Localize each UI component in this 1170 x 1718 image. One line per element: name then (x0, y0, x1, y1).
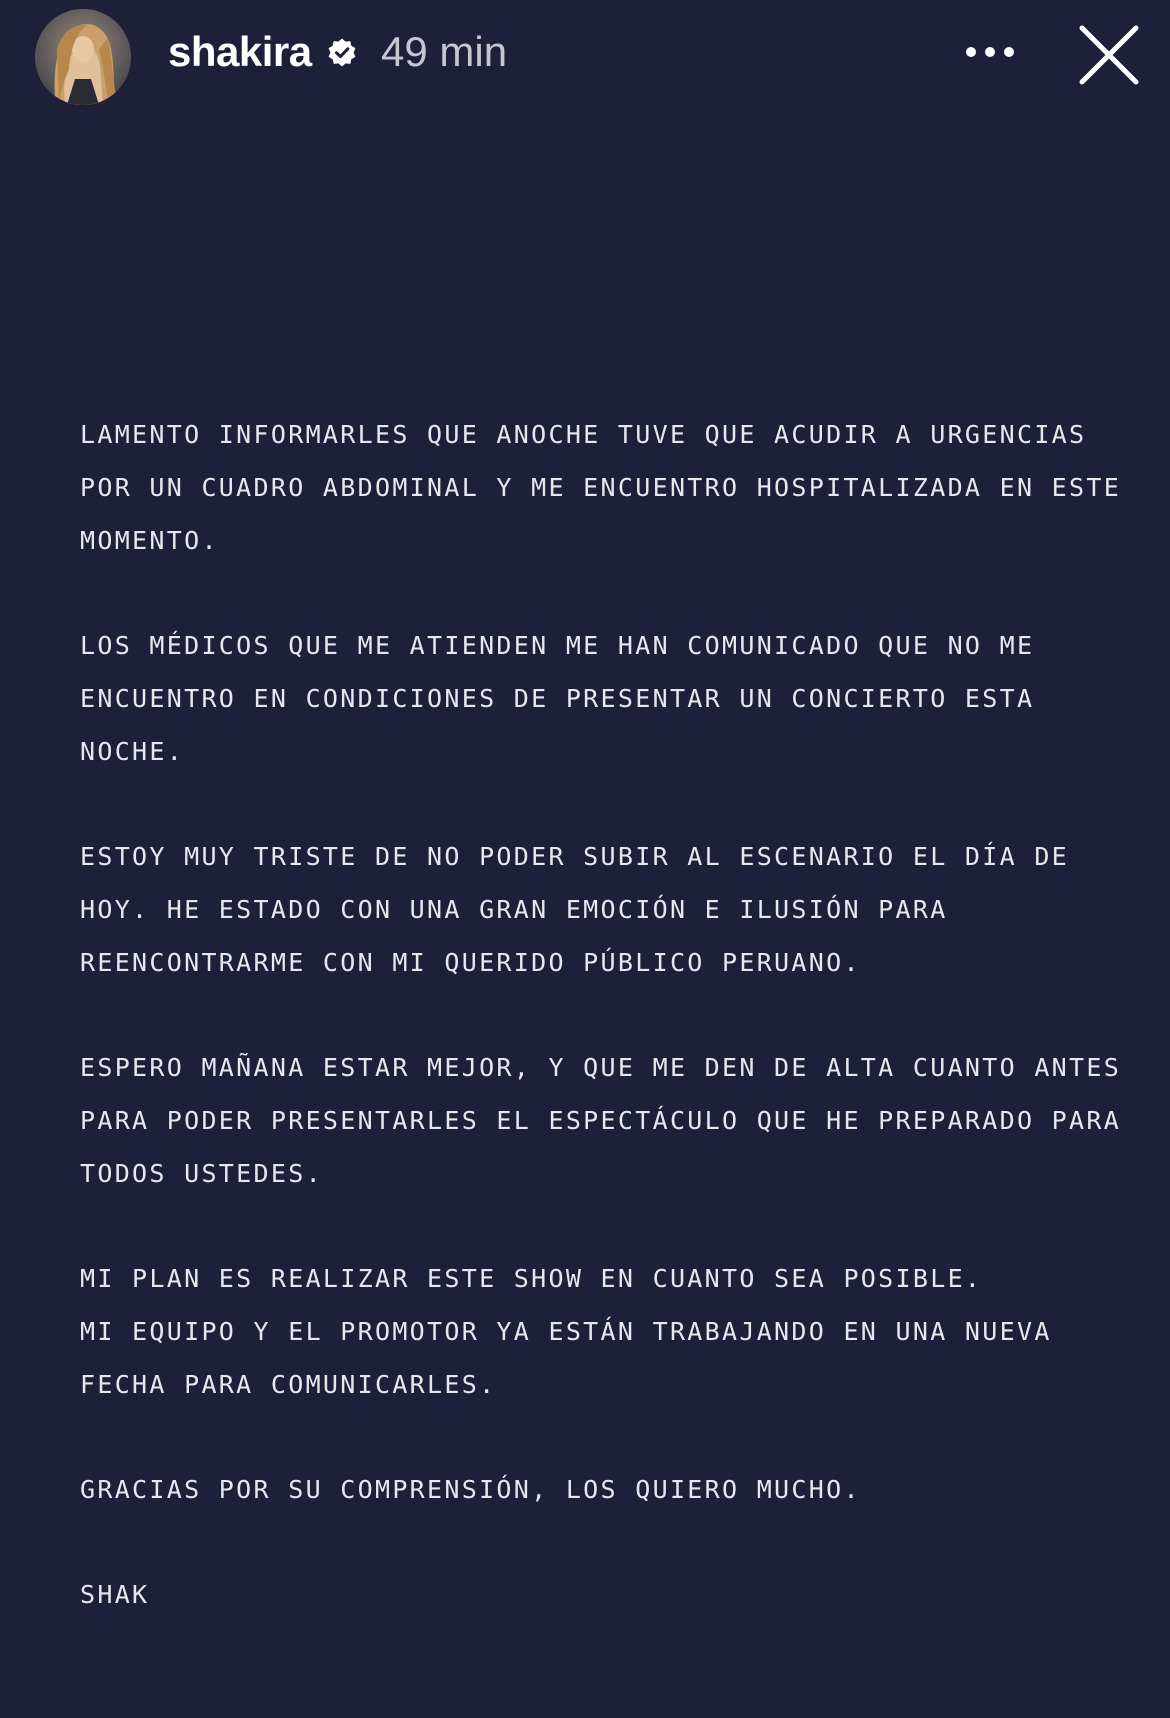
avatar-image (35, 9, 131, 105)
more-options-icon (955, 28, 1025, 76)
message-paragraph: ESTOY MUY TRISTE DE NO PODER SUBIR AL ESCENARIO EL DÍA DE HOY. HE ESTADO CON UNA GRAN EMOCIÓN E ILUSIÓN PARA REENCONTRARME CON MI QUERIDO PÚBLICO PERUANO. (80, 842, 1070, 977)
story-header (0, 0, 1170, 110)
message-signature: SHAK (80, 1580, 150, 1609)
username[interactable]: shakira (168, 28, 312, 75)
avatar[interactable] (35, 9, 131, 105)
message-paragraph: ESPERO MAÑANA ESTAR MEJOR, Y QUE ME DEN DE ALTA CUANTO ANTES PARA PODER PRESENTARLES EL ESPECTÁCULO QUE HE PREPARADO PARA TODOS USTEDES. (80, 1053, 1122, 1188)
message-paragraph: MI PLAN ES REALIZAR ESTE SHOW EN CUANTO SEA POSIBLE. MI EQUIPO Y EL PROMOTOR YA ESTÁN TRABAJANDO EN UNA NUEVA FECHA PARA COMUNICARLES. (80, 1264, 1052, 1399)
post-timestamp: 49 min (381, 28, 508, 75)
more-options-button[interactable] (955, 28, 1025, 76)
message-paragraph: LOS MÉDICOS QUE ME ATIENDEN ME HAN COMUNICADO QUE NO ME ENCUENTRO EN CONDICIONES DE PRESENTAR UN CONCIERTO ESTA NOCHE. (80, 631, 1035, 766)
close-button[interactable] (1074, 20, 1144, 90)
story-message (80, 408, 1130, 1621)
close-icon (1074, 20, 1144, 90)
message-paragraph: LAMENTO INFORMARLES QUE ANOCHE TUVE QUE ACUDIR A URGENCIAS POR UN CUADRO ABDOMINAL Y ME ENCUENTRO HOSPITALIZADA EN ESTE MOMENTO. (80, 420, 1122, 555)
verified-badge-icon (326, 37, 358, 69)
message-paragraph: GRACIAS POR SU COMPRENSIÓN, LOS QUIERO MUCHO. (80, 1475, 861, 1504)
